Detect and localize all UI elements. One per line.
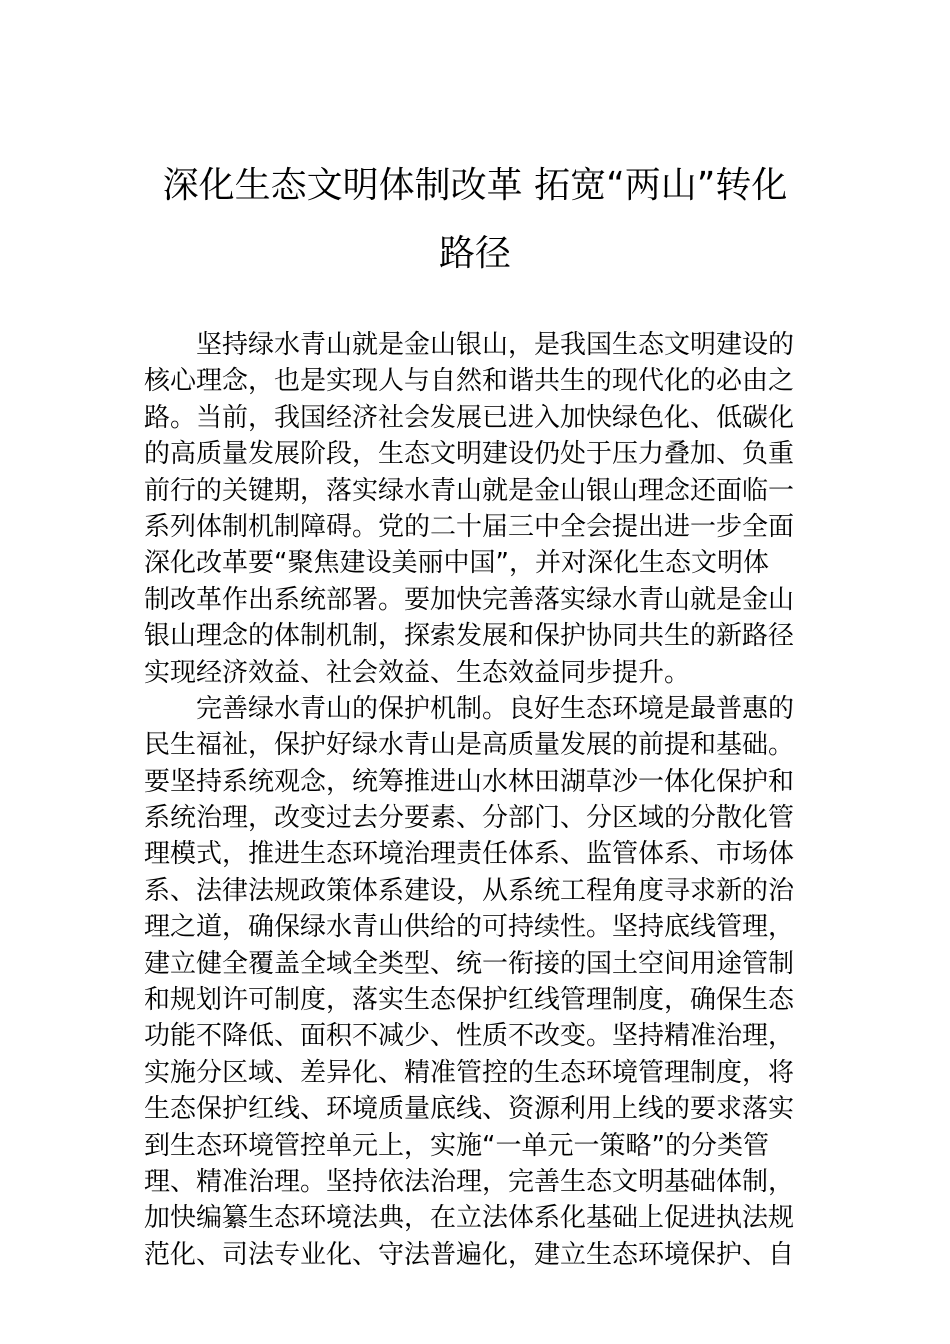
paragraph-2-line: 功能不降低、面积不减少、性质不改变。坚持精准治理， <box>144 1021 795 1052</box>
paragraph-2-line: 完善绿水青山的保护机制。良好生态环境是最普惠的 <box>196 693 795 724</box>
document-title-line-2: 路径 <box>438 233 511 274</box>
paragraph-1-line: 的高质量发展阶段，生态文明建设仍处于压力叠加、负重 <box>144 439 795 470</box>
paragraph-2-line: 系、法律法规政策体系建设，从系统工程角度寻求新的治 <box>144 875 795 906</box>
paragraph-2-line: 加快编纂生态环境法典，在立法体系化基础上促进执法规 <box>144 1203 795 1234</box>
paragraph-2-line: 建立健全覆盖全域全类型、统一衔接的国土空间用途管制 <box>144 948 795 979</box>
paragraph-2-line: 理模式，推进生态环境治理责任体系、监管体系、市场体 <box>144 839 795 870</box>
paragraph-1-line: 实现经济效益、社会效益、生态效益同步提升。 <box>144 657 691 688</box>
paragraph-1-line: 坚持绿水青山就是金山银山，是我国生态文明建设的 <box>196 330 795 360</box>
document-body <box>144 327 809 1273</box>
paragraph-2-line: 范化、司法专业化、守法普遍化，建立生态环境保护、自 <box>144 1239 795 1270</box>
paragraph-1-line: 深化改革要“聚焦建设美丽中国”，并对深化生态文明体 <box>144 548 769 579</box>
paragraph-2-line: 民生福祉，保护好绿水青山是高质量发展的前提和基础。 <box>144 730 795 761</box>
paragraph-1-line: 制改革作出系统部署。要加快完善落实绿水青山就是金山 <box>144 584 795 615</box>
paragraph-1-line: 系列体制机制障碍。党的二十届三中全会提出进一步全面 <box>144 511 795 542</box>
paragraph-1-line: 路。当前，我国经济社会发展已进入加快绿色化、低碳化 <box>144 402 795 433</box>
paragraph-2-line: 生态保护红线、环境质量底线、资源利用上线的要求落实 <box>144 1094 795 1125</box>
paragraph-2-line: 实施分区域、差异化、精准管控的生态环境管理制度，将 <box>144 1057 795 1088</box>
paragraph-2-line: 和规划许可制度，落实生态保护红线管理制度，确保生态 <box>144 985 795 1016</box>
paragraph-2-line: 理、精准治理。坚持依法治理，完善生态文明基础体制， <box>144 1166 795 1197</box>
paragraph-2-line: 到生态环境管控单元上，实施“一单元一策略”的分类管 <box>144 1130 769 1161</box>
document-title-line-1: 深化生态文明体制改革 拓宽“两山”转化 <box>162 165 788 206</box>
paragraph-1-line: 核心理念，也是实现人与自然和谐共生的现代化的必由之 <box>144 366 795 397</box>
paragraph-2-line: 理之道，确保绿水青山供给的可持续性。坚持底线管理， <box>144 912 795 943</box>
paragraph-2-line: 系统治理，改变过去分要素、分部门、分区域的分散化管 <box>144 803 795 834</box>
paragraph-1-line: 前行的关键期，落实绿水青山就是金山银山理念还面临一 <box>144 475 795 506</box>
paragraph-2-line: 要坚持系统观念，统筹推进山水林田湖草沙一体化保护和 <box>144 766 795 797</box>
paragraph-1-line: 银山理念的体制机制，探索发展和保护协同共生的新路径 <box>144 621 795 652</box>
